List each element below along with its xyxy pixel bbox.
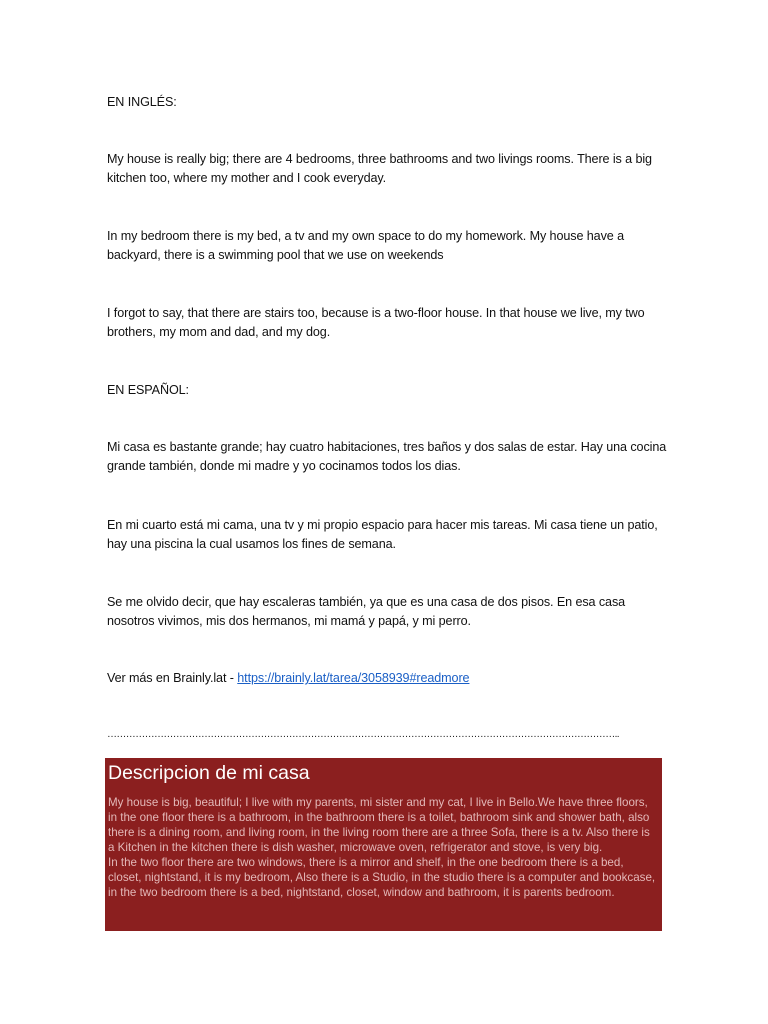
english-paragraph-3: I forgot to say, that there are stairs too, because is a two-floor house. In that house we live, my two brothers, my mom and dad, and my dog. [107, 306, 645, 339]
english-paragraph-1: My house is really big; there are 4 bedrooms, three bathrooms and two livings rooms. There is a big kitchen too, where my mother and I cook everyday. [107, 152, 652, 185]
english-heading: EN INGLÉS: [107, 95, 177, 109]
spanish-paragraph-1: Mi casa es bastante grande; hay cuatro habitaciones, tres baños y dos salas de estar. Hay una cocina grande también, donde mi madre y yo cocinamos todos los dias. [107, 440, 667, 473]
dotted-separator: ……………………………………………………………………………………………………………………………………………….. [107, 729, 619, 740]
box-title: Descripcion de mi casa [108, 762, 310, 784]
description-box [105, 758, 662, 931]
box-text: My house is big, beautiful; I live with my parents, mi sister and my cat, I live in Bello.We have three floors, in the one floor there is a bathroom, in the bathroom there is a toilet, bathroom sink and shower bath, also there is a dining room, and living room, in the living room there are a three Sofa, there is a tv. Also there is a Kitchen in the kitchen there is dish washer, microwave oven, refrigerator and stove, is very big. In the two floor there are two windows, there is a mirror and shelf, in the one bedroom there is a bed, closet, nightstand, it is my bedroom, Also there is a Studio, in the studio there is a computer and bookcase, in the two bedroom there is a bed, nightstand, closet, window and bathroom, it is parents bedroom. [108, 796, 656, 899]
spanish-paragraph-3: Se me olvido decir, que hay escaleras también, ya que es una casa de dos pisos. En esa casa nosotros vivimos, mis dos hermanos, mi mamá y papá, y mi perro. [107, 595, 626, 628]
source-prefix: Ver más en Brainly.lat - [107, 671, 238, 685]
source-line [107, 669, 667, 688]
spanish-paragraph-2: En mi cuarto está mi cama, una tv y mi propio espacio para hacer mis tareas. Mi casa tiene un patio, hay una piscina la cual usamos los fines de semana. [107, 518, 658, 551]
english-paragraph-2: In my bedroom there is my bed, a tv and my own space to do my homework. My house have a backyard, there is a swimming pool that we use on weekends [107, 229, 624, 262]
source-link[interactable]: https://brainly.lat/tarea/3058939#readmore [237, 671, 470, 685]
spanish-heading: EN ESPAÑOL: [107, 383, 189, 397]
